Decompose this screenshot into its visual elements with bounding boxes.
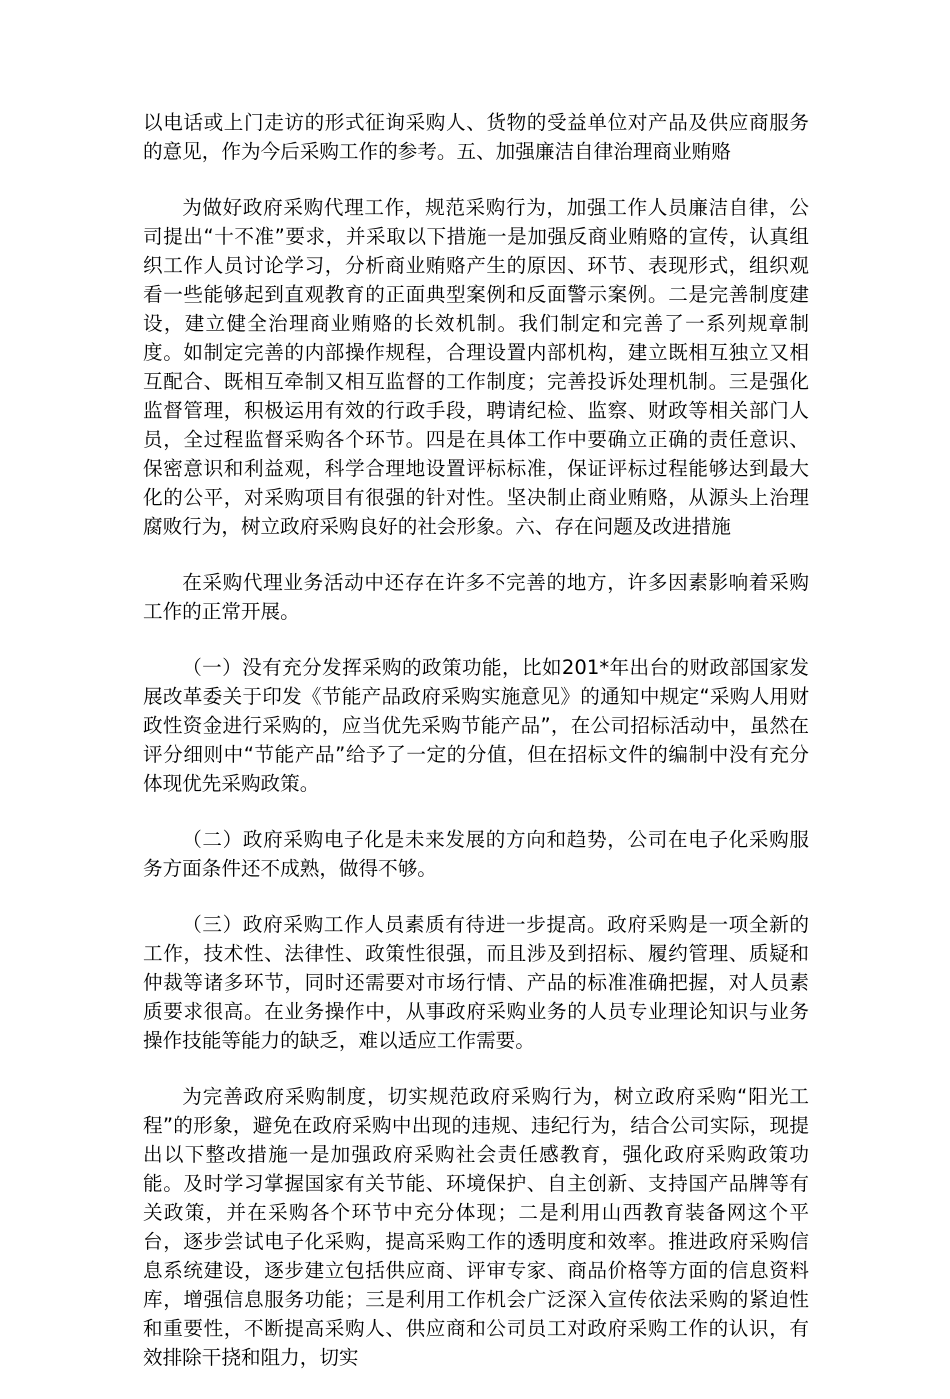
paragraph-problem-1: （一）没有充分发挥采购的政策功能，比如201*年出台的财政部国家发展改革委关于印发《节能产品政府采购实施意见》的通知中规定“采购人用财政性资金进行采购的，应当优先采购节能产品”，在公司招标活动中，虽然在评分细则中“节能产品”给予了一定的分值，但在招标文件的编制中没有充分体现优先采购政策。 <box>143 656 809 795</box>
paragraph-anti-bribery: 为做好政府采购代理工作，规范采购行为，加强工作人员廉洁自律，公司提出“十不准”要求，并采取以下措施一是加强反商业贿赂的宣传，认真组织工作人员讨论学习，分析商业贿赂产生的原因、环节、表现形式，组织观看一些能够起到直观教育的正面典型案例和反面警示案例。二是完善制度建设，建立健全治理商业贿赂的长效机制。我们制定和完善了一系列规章制度。如制定完善的内部操作规程，合理设置内部机构，建立既相互独立又相互配合、既相互牵制又相互监督的工作制度；完善投诉处理机制。三是强化监督管理，积极运用有效的行政手段，聘请纪检、监察、财政等相关部门人员，全过程监督采购各个环节。四是在具体工作中要确立正确的责任意识、保密意识和利益观，科学合理地设置评标标准，保证评标过程能够达到最大化的公平，对采购项目有很强的针对性。坚决制止商业贿赂，从源头上治理腐败行为，树立政府采购良好的社会形象。六、存在问题及改进措施 <box>143 196 809 538</box>
paragraph-problem-3: （三）政府采购工作人员素质有待进一步提高。政府采购是一项全新的工作，技术性、法律性、政策性很强，而且涉及到招标、履约管理、质疑和仲裁等诸多环节，同时还需要对市场行情、产品的标准准确把握，对人员素质要求很高。在业务操作中，从事政府采购业务的人员专业理论知识与业务操作技能等能力的缺乏，难以适应工作需要。 <box>143 913 809 1052</box>
paragraph-continued: 以电话或上门走访的形式征询采购人、货物的受益单位对产品及供应商服务的意见，作为今后采购工作的参考。五、加强廉洁自律治理商业贿赂 <box>143 111 809 163</box>
paragraph-measures: 为完善政府采购制度，切实规范政府采购行为，树立政府采购“阳光工程”的形象，避免在政府采购中出现的违规、违纪行为，结合公司实际，现提出以下整改措施一是加强政府采购社会责任感教育，强化政府采购政策功能。及时学习掌握国家有关节能、环境保护、自主创新、支持国产品牌等有关政策，并在采购各个环节中充分体现；二是利用山西教育装备网这个平台，逐步尝试电子化采购，提高采购工作的透明度和效率。推进政府采购信息系统建设，逐步建立包括供应商、评审专家、商品价格等方面的信息资料库，增强信息服务功能；三是利用工作机会广泛深入宣传依法采购的紧迫性和重要性，不断提高采购人、供应商和公司员工对政府采购工作的认识，有效排除干挠和阻力，切实 <box>143 1085 809 1369</box>
paragraph-problem-2: （二）政府采购电子化是未来发展的方向和趋势，公司在电子化采购服务方面条件还不成熟，做得不够。 <box>143 828 809 880</box>
paragraph-problems-intro: 在采购代理业务活动中还存在许多不完善的地方，许多因素影响着采购工作的正常开展。 <box>143 571 809 623</box>
document-body <box>143 108 809 1399</box>
